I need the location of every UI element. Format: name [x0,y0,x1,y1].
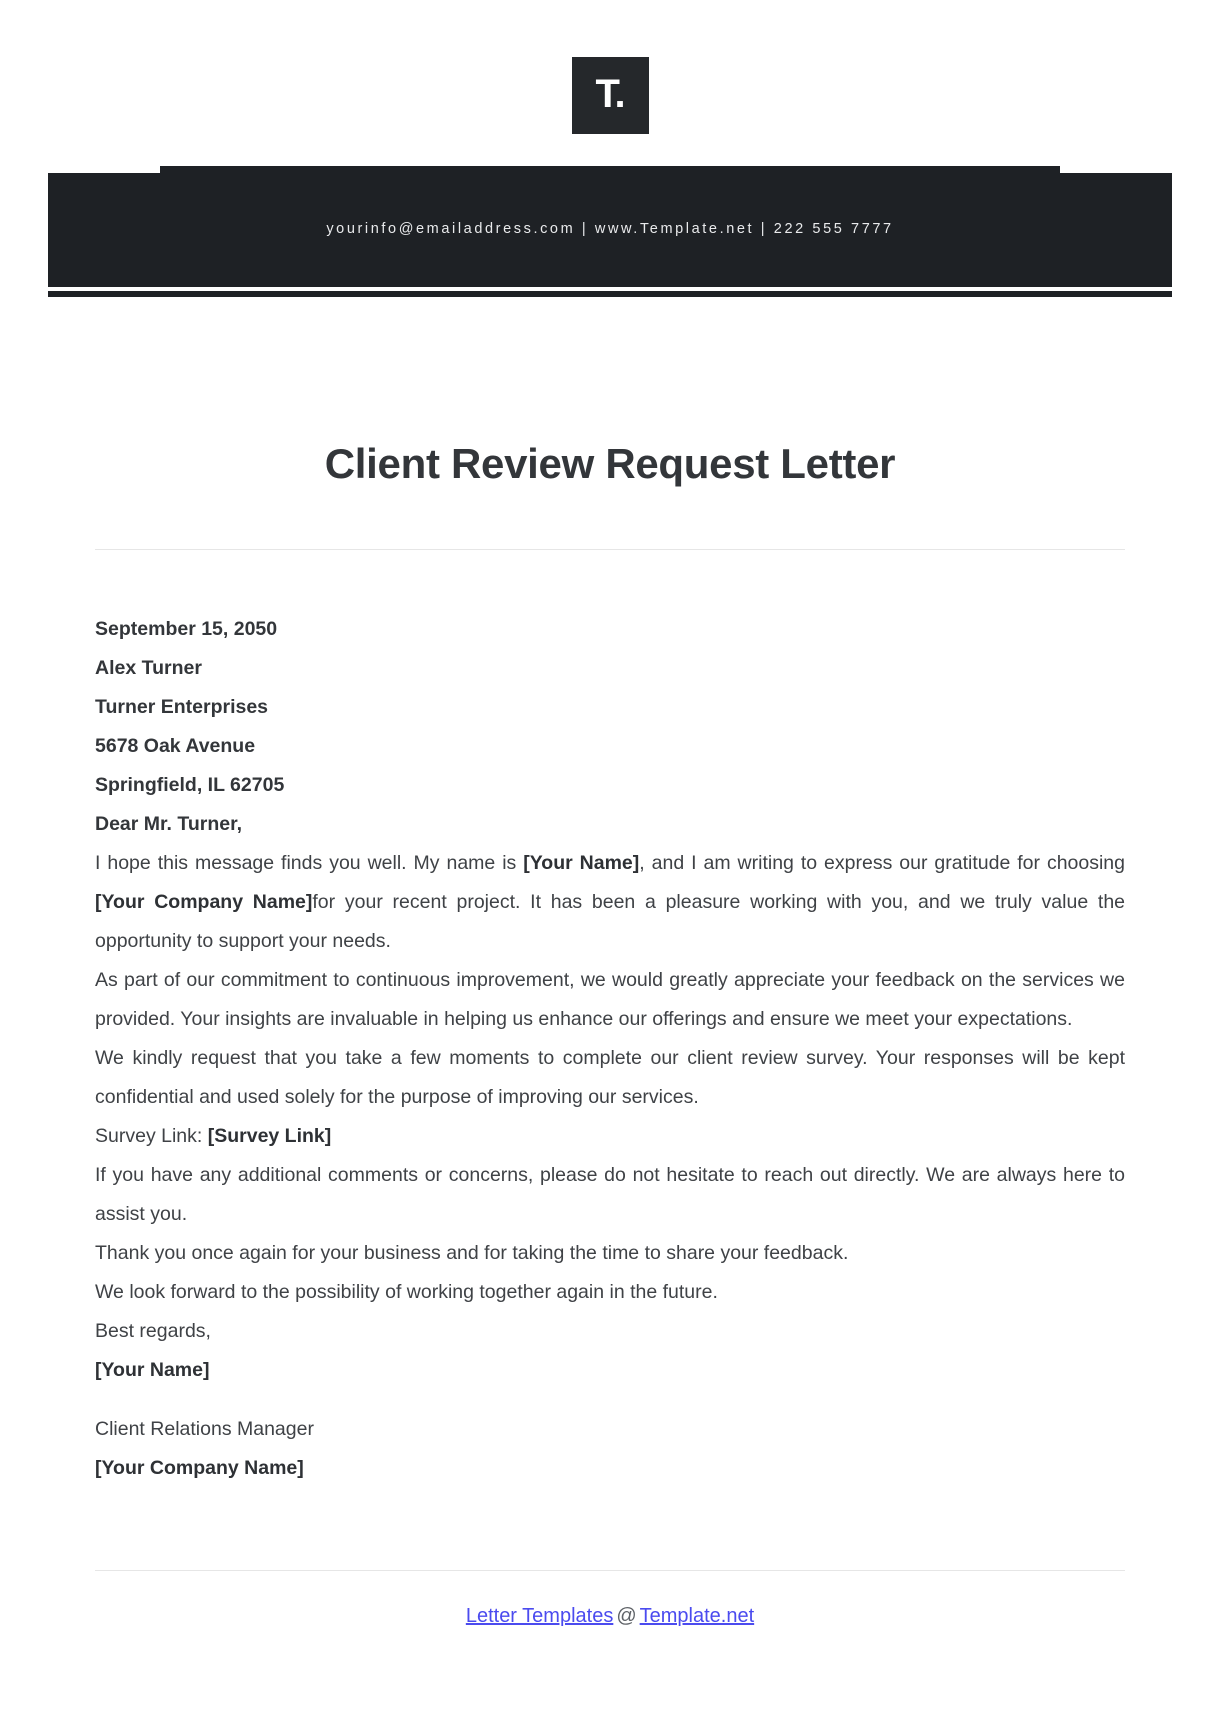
paragraph-contact: If you have any additional comments or concerns, please do not hesitate to reach out directly. We are always here to assist you. [95,1164,1125,1225]
footer [0,1605,1220,1628]
intro-text-c: for your recent project. It has been a pleasure working with you, and we truly value the opportunity to support your needs. [95,891,1126,952]
paragraph-feedback: As part of our commitment to continuous improvement, we would greatly appreciate your feedback on the services we provided. Your insights are invaluable in helping us enhance our offerings and ensure we meet your expectations. [95,969,1125,1030]
placeholder-signer-company: [Your Company Name] [95,1457,304,1479]
recipient-company: Turner Enterprises [95,696,269,718]
intro-text-b: , and I am writing to express our gratitude for choosing [639,852,1125,874]
divider-top [95,549,1125,550]
signer-name [95,1351,1125,1390]
brand-logo [0,57,1220,134]
signer-company [95,1449,1125,1488]
survey-link-line [95,1117,1125,1156]
signature-spacer [95,1390,1125,1410]
letterhead-banner [48,166,1172,287]
paragraph-survey-request: We kindly request that you take a few moments to complete our client review survey. Your responses will be kept confidential and used solely for the purpose of improving our services. [95,1047,1125,1108]
paragraph-future: We look forward to the possibility of working together again in the future. [95,1281,718,1303]
placeholder-survey-link: [Survey Link] [207,1125,332,1147]
placeholder-company-name: [Your Company Name] [95,891,313,913]
survey-link-label: Survey Link: [95,1125,208,1147]
intro-text-a: I hope this message finds you well. My name is [95,852,524,874]
banner-underline [48,291,1172,297]
recipient-name: Alex Turner [95,657,202,679]
page-title: Client Review Request Letter [324,440,896,487]
footer-link-template-net[interactable]: Template.net [639,1605,755,1627]
recipient-city: Springfield, IL 62705 [95,774,285,796]
template-logo-icon: T. [572,57,649,134]
recipient-street: 5678 Oak Avenue [95,735,256,757]
salutation: Dear Mr. Turner, [95,813,243,835]
paragraph-intro [95,844,1125,961]
letter-date: September 15, 2050 [95,618,278,640]
divider-bottom [95,1570,1125,1571]
footer-link-letter-templates[interactable]: Letter Templates [465,1605,614,1627]
placeholder-your-name: [Your Name] [523,852,640,874]
contact-info-line: yourinfo@emailaddress.com | www.Template.net | 222 555 7777 [326,221,894,237]
signer-title: Client Relations Manager [95,1418,314,1440]
placeholder-signer-name: [Your Name] [95,1359,210,1381]
paragraph-thanks: Thank you once again for your business and for taking the time to share your feedback. [95,1242,849,1264]
letter-body [95,610,1125,1488]
closing-line: Best regards, [95,1320,211,1342]
footer-separator: @ [616,1605,637,1627]
